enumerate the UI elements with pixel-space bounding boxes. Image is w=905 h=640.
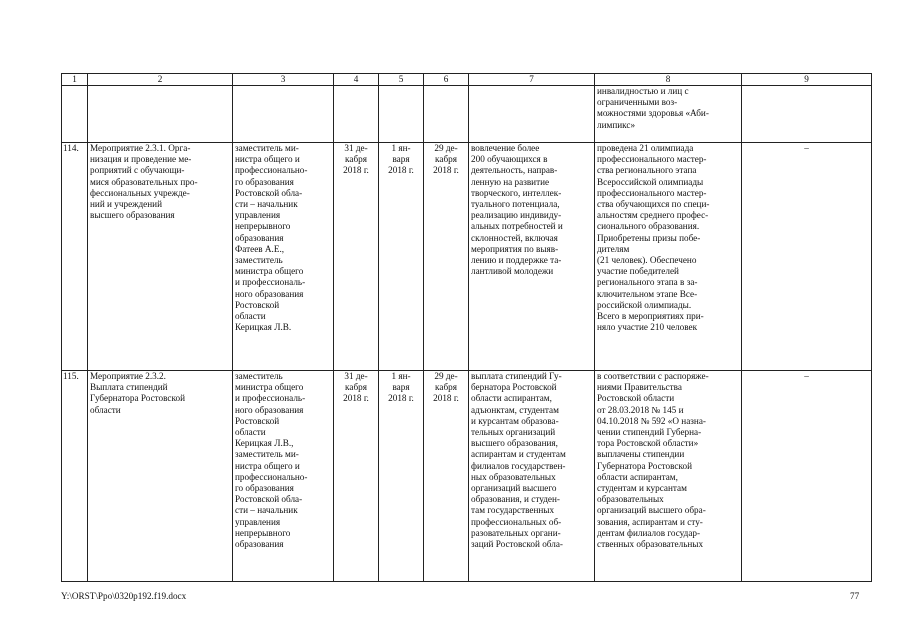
note-cell: – [742, 371, 872, 582]
column-number: 3 [233, 74, 334, 86]
expected-result-cell [469, 86, 595, 143]
column-number-row [62, 74, 872, 86]
column-number: 2 [88, 74, 233, 86]
column-number: 1 [62, 74, 88, 86]
plan-date-cell [334, 86, 379, 143]
end-date-cell [424, 86, 469, 143]
expected-result-cell: выплата стипендий Гу- бернатора Ростовской области аспирантам, адъюнктам, студентам и курсантам образова- тельных организаций высшего образования, аспирантам и студентам филиалов государствен- ных образовательных организаций высшего образования, и студен- там государственных профессиональных об- разовательных органи- заций Ростовской обла- [469, 371, 595, 582]
note-cell [742, 86, 872, 143]
actual-result-cell: инвалидностью и лиц с ограниченными воз- можностями здоровья «Аби- лимпикс» [595, 86, 742, 143]
responsible-cell: заместитель министра общего и профессиональ- ного образования Ростовской области Керицкая Л.В., заместитель ми- нистра общего и профессионально- го образования Ростовской обла- сти – начальник управления непрерывного образования [233, 371, 334, 582]
end-date-cell: 29 де- кабря 2018 г. [424, 371, 469, 582]
row-number [62, 86, 88, 143]
plan-date-cell: 31 де- кабря 2018 г. [334, 143, 379, 371]
event-cell: Мероприятие 2.3.1. Орга- низация и проведение ме- роприятий с обучающи- мися образовательных про- фессиональных учрежде- ний и учреждений высшего образования [88, 143, 233, 371]
column-number: 8 [595, 74, 742, 86]
row-number: 115. [62, 371, 88, 582]
table-row [62, 371, 872, 582]
responsible-cell: заместитель ми- нистра общего и профессионально- го образования Ростовской обла- сти – начальник управления непрерывного образования Фатеев А.Е., заместитель министра общего и профессиональ- ного образования Ростовской области Керицкая Л.В. [233, 143, 334, 371]
actual-result-cell: в соответствии с распоряже- ниями Правительства Ростовской области от 28.03.2018 № 145 и 04.10.2018 № 592 «О назна- чении стипендий Губерна- тора Ростовской области» выплачены стипендии Губернатора Ростовской области аспирантам, студентам и курсантам образовательных организаций высшего обра- зования, аспирантам и сту- дентам филиалов государ- ственных образовательных [595, 371, 742, 582]
report-table [61, 73, 872, 582]
page-number: 77 [850, 591, 860, 601]
start-date-cell: 1 ян- варя 2018 г. [379, 371, 424, 582]
column-number: 5 [379, 74, 424, 86]
column-number: 7 [469, 74, 595, 86]
note-cell: – [742, 143, 872, 371]
event-cell: Мероприятие 2.3.2. Выплата стипендий Губернатора Ростовской области [88, 371, 233, 582]
column-number: 4 [334, 74, 379, 86]
column-number: 9 [742, 74, 872, 86]
plan-date-cell: 31 де- кабря 2018 г. [334, 371, 379, 582]
actual-result-cell: проведена 21 олимпиада профессионального мастер- ства регионального этапа Всероссийской олимпиады профессионального мастер- ства обучающихся по специ- альностям среднего профес- сионального образования. Приобретены призы побе- дителям (21 человек). Обеспечено участие победителей регионального этапа в за- ключительном этапе Все- российской олимпиады. Всего в мероприятиях при- няло участие 210 человек [595, 143, 742, 371]
table-row [62, 143, 872, 371]
start-date-cell [379, 86, 424, 143]
start-date-cell: 1 ян- варя 2018 г. [379, 143, 424, 371]
responsible-cell [233, 86, 334, 143]
row-number: 114. [62, 143, 88, 371]
table-row [62, 86, 872, 143]
column-number: 6 [424, 74, 469, 86]
event-cell [88, 86, 233, 143]
expected-result-cell: вовлечение более 200 обучающихся в деятельность, направ- ленную на развитие творческого, интеллек- туального потенциала, реализацию индивиду- альных потребностей и склонностей, включая мероприятия по выяв- лению и поддержке та- лантливой молодежи [469, 143, 595, 371]
end-date-cell: 29 де- кабря 2018 г. [424, 143, 469, 371]
file-path: Y:\ORST\Ppo\0320p192.f19.docx [61, 591, 187, 601]
